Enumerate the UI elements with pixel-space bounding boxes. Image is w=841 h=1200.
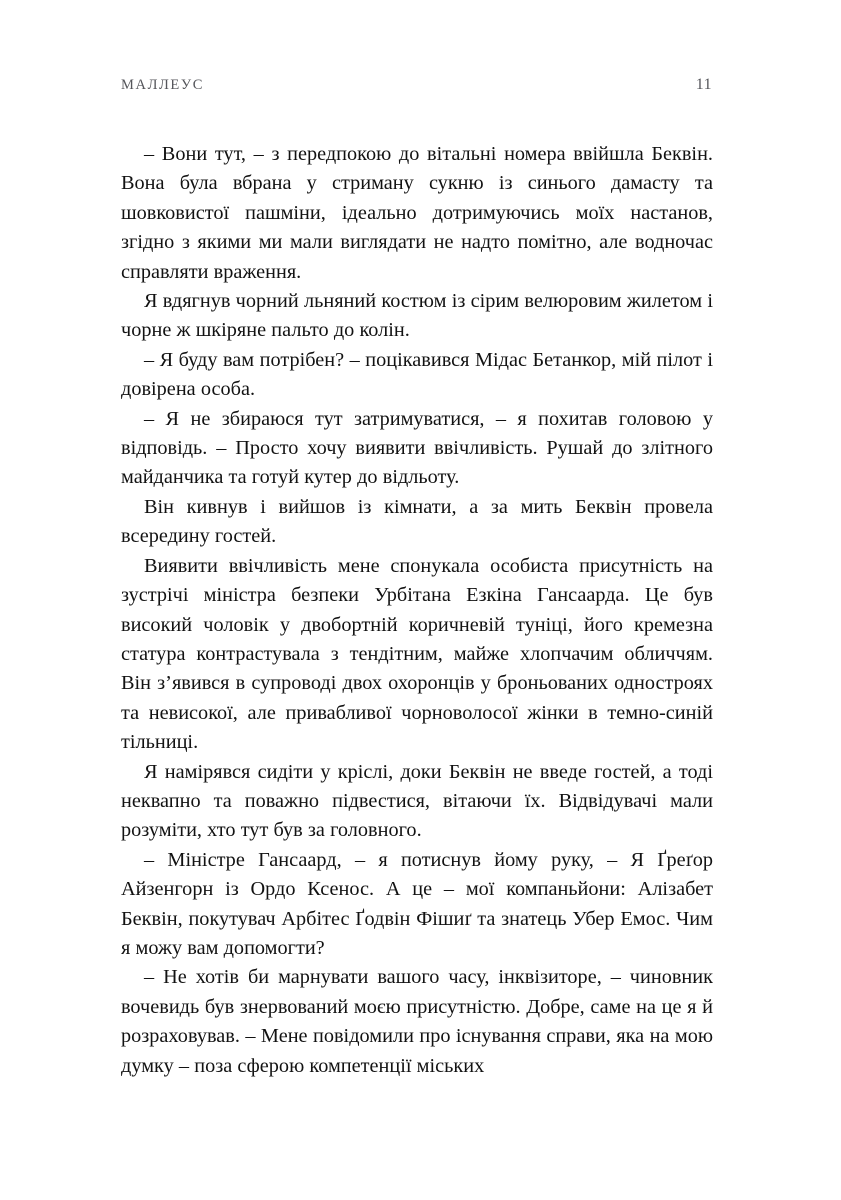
paragraph: – Вони тут, – з передпокою до вітальні номера ввійшла Беквін. Вона була вбрана у стриману сукню із синього дамасту та шовковистої пашміни, ідеально дотримуючись моїх настанов, згідно з якими ми мали виглядати не надто помітно, але водночас справляти враження. [121,143,713,283]
running-head-title: МАЛЛЕУС [121,77,205,93]
paragraph: – Міністре Гансаард, – я потиснув йому руку, – Я Ґреґор Айзенгорн із Ордо Ксенос. А це – мої компаньйони: Алізабет Беквін, покутувач Арбітес Ґодвін Фішиґ та знатець Убер Емос. Чим я можу вам допомогти? [121,848,713,959]
paragraph: Я намірявся сидіти у кріслі, доки Беквін не введе гостей, а тоді неквапно та поважно підвестися, вітаючи їх. Відвідувачі мали розуміти, хто тут був за головного. [121,760,713,842]
running-head [121,76,712,98]
paragraph: – Я не збираюся тут затримуватися, – я похитав головою у відповідь. – Просто хочу виявити ввічливість. Рушай до злітного майданчика та готуй кутер до відльоту. [121,407,713,489]
page-number: 11 [695,76,712,93]
paragraph: Я вдягнув чорний льняний костюм із сірим велюровим жилетом і чорне ж шкіряне пальто до колін. [121,290,713,342]
paragraph: Виявити ввічливість мене спонукала особиста присутність на зустрічі міністра безпеки Урбітана Езкіна Гансаарда. Це був високий чоловік у двобортній коричневій туніці, його кремезна статура контрастувала з тендітним, майже хлопчачим обличчям. Він з’явився в супроводі двох охоронців у броньованих одностроях та невисокої, але привабливої чорноволосої жінки в темно-синій тільниці. [121,554,713,754]
paragraph: – Я буду вам потрібен? – поцікавився Мідас Бетанкор, мій пілот і довірена особа. [121,348,713,401]
paragraph: – Не хотів би марнувати вашого часу, інквізиторе, – чиновник вочевидь був знервований моєю присутністю. Добре, саме на це я й розраховував. – Мене повідомили про існування справи, яка на мою думку – поза сферою компетенції міських [121,966,713,1077]
body-text-block [121,140,713,1081]
paragraph: Він кивнув і вийшов із кімнати, а за мить Беквін провела всередину гостей. [121,495,713,548]
